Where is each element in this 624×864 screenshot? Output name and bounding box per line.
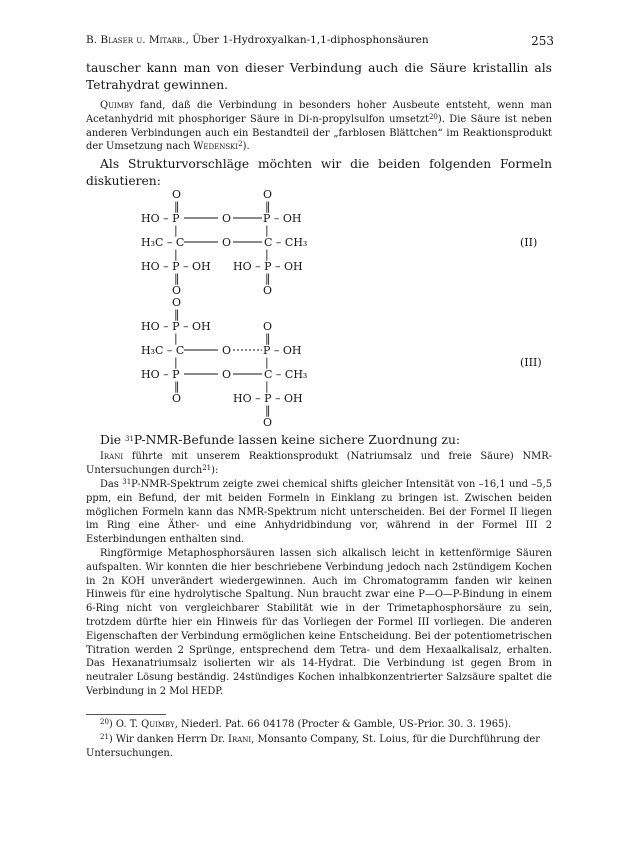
footnote-20-text: Niederl. Pat. 66 04178 (Procter & Gamble, US-Prior. 30. 3. 1965). bbox=[180, 719, 512, 730]
formula-II-dbl-3: ‖ bbox=[174, 272, 180, 285]
formula-II-HO-P-OH-right: HO – P – OH bbox=[233, 260, 303, 273]
formula-III-ring-O-2: O bbox=[222, 368, 232, 381]
formula-II-O-bottom-right: O bbox=[263, 284, 273, 297]
irani-end: ): bbox=[211, 464, 219, 476]
author-wedenski: Wedenski bbox=[193, 141, 239, 153]
paragraph-irani bbox=[86, 450, 552, 478]
footnote-21-num: 21 bbox=[100, 733, 109, 741]
ref-20: 20 bbox=[428, 112, 438, 121]
nmr-pre: Das bbox=[100, 479, 123, 490]
paragraph-tetrahydrat: tauscher kann man von dieser Verbindung auch die Säure kristallin als Tetrahydrat gewinnen. bbox=[86, 61, 552, 92]
formula-II-P-OH: P – OH bbox=[263, 212, 302, 225]
ref-2: 2 bbox=[238, 140, 243, 149]
formula-III-P-OH: P – OH bbox=[263, 344, 302, 357]
quimby-text: fand, daß die Verbindung in besonders hoher Ausbeute entsteht, wenn man Acetanhydrid mit phosphoriger Säure in Di-n-propylsulfon umsetzt bbox=[86, 100, 553, 125]
formula-III-bar-4: | bbox=[265, 380, 269, 393]
formula-II-bar-2: | bbox=[265, 224, 269, 237]
heading-sup-31: 31 bbox=[124, 435, 134, 443]
header-authors: B. Blaser u. Mitarb., bbox=[86, 34, 189, 46]
formula-II-bar-3: | bbox=[174, 248, 178, 261]
nmr-text: P-NMR-Spektrum zeigte zwei chemical shifts gleicher Intensität von –16,1 und –5,5 ppm, ein Befund, der mit beiden Formeln in Einklang zu bringen ist. Zwischen beiden möglichen Formeln kann das NMR-Spektrum nicht unterscheiden. Bei der Formel II liegen im Ring eine Äther- und eine Anhydridbindung vor, während in der Formel III 2 Esterbindungen enthalten sind. bbox=[86, 479, 552, 546]
formula-II-O-bottom-left: O bbox=[172, 284, 182, 297]
formula-II-O-top-right: O bbox=[263, 188, 273, 201]
footnote-21-author: Irani, bbox=[228, 734, 255, 745]
author-quimby: Quimby bbox=[100, 100, 134, 111]
formula-III-dbl-2: ‖ bbox=[265, 332, 271, 345]
footnote-21-text: Monsanto Company, St. Loius, für die Durchführung der Untersuchungen. bbox=[86, 734, 540, 759]
nmr-sup-31: 31 bbox=[122, 478, 132, 486]
author-irani: Irani bbox=[100, 451, 124, 462]
formula-II-H3C-C: H₃C – C bbox=[141, 236, 185, 249]
formula-II-C-CH3: C – CH₃ bbox=[264, 236, 308, 249]
formula-III-HO-P: HO – P bbox=[141, 368, 180, 381]
header-title: Über 1-Hydroxyalkan-1,1-diphosphonsäuren bbox=[192, 34, 429, 46]
footnote-20-author: O. T. Quimby, bbox=[115, 719, 178, 730]
footnote-21: $^{21}$) Wir danken Herrn Dr. Irani, Monsanto Company, St. Loius, für die Durchführung der Untersuchungen. bbox=[86, 733, 540, 759]
formula-III-O-right: O bbox=[263, 320, 273, 333]
page-number: 253 bbox=[531, 34, 554, 48]
formula-III-bar-1: | bbox=[174, 332, 178, 345]
formula-III-C-CH3: C – CH₃ bbox=[264, 368, 308, 381]
quimby-text-2: ). Die Säure ist neben anderen Verbindungen auch ein Bestandteil der „farblosen Blättchen“ im Reaktionsprodukt der Umsetzung nach bbox=[86, 113, 553, 153]
formula-II-dbl-1: ‖ bbox=[174, 200, 180, 213]
formula-III-HO-P-OH: HO – P – OH bbox=[141, 320, 211, 333]
footnote-rule bbox=[86, 714, 166, 715]
formula-III-ring-O-1: O bbox=[222, 344, 232, 357]
formula-II-bar-4: | bbox=[265, 248, 269, 261]
formula-III-dbl-3: ‖ bbox=[174, 380, 180, 393]
formula-II-ring-O-2: O bbox=[222, 236, 232, 249]
ref-21: 21 bbox=[202, 463, 212, 472]
formula-II-O-top-left: O bbox=[172, 188, 182, 201]
formula-II-ring-O-1: O bbox=[222, 212, 232, 225]
paragraph-strukturvorschlaege: Als Strukturvorschläge möchten wir die beiden folgenden Formeln diskutieren: bbox=[86, 157, 552, 188]
paragraph-ringfoermige: Ringförmige Metaphosphorsäuren lassen sich alkalisch leicht in kettenförmige Säuren aufspalten. Wir konnten die hier beschriebene Verbindung jedoch nach 2stündigem Kochen in 2n KOH unverändert wiedergewinnen. Auch im Chromatogramm fanden wir keinen Hinweis für eine hydrolytische Spaltung. Nun braucht zwar eine P—O—P-Bindung in einem 6-Ring nicht von vergleichbarer Stabilität wie in der Trimetaphosphorsäure zu sein, trotzdem dürfte hier ein Hinweis für das Vorliegen der Formel III vorliegen. Die anderen Eigenschaften der Verbindung ermöglichen keine Entscheidung. Bei der potentiometrischen Titration werden 2 Sprünge, entsprechend dem Tetra- und dem Hexaalkalisalz, erhalten. Das Hexanatriumsalz isolierten wir als 14-Hydrat. Die Verbindung ist gegen Brom in neutraler Lösung beständig. 24stündiges Kochen inhalbkonzentrierter Salzsäure spaltet die Verbindung in 2 Mol HEDP. bbox=[86, 548, 552, 697]
formula-II-label: (II) bbox=[520, 236, 538, 249]
formula-II-dbl-4: ‖ bbox=[265, 272, 271, 285]
formula-III-HO-P-OH-right: HO – P – OH bbox=[233, 392, 303, 405]
formula-III-O-bottom-left: O bbox=[172, 392, 182, 405]
formula-II-dbl-2: ‖ bbox=[265, 200, 271, 213]
formula-III-bar-3: | bbox=[265, 356, 269, 369]
formula-II-HO-P: HO – P bbox=[141, 212, 180, 225]
formula-II-HO-P-OH-left: HO – P – OH bbox=[141, 260, 211, 273]
formula-III-label: (III) bbox=[520, 356, 542, 369]
formula-III-dbl-4: ‖ bbox=[265, 404, 271, 417]
heading-pre: Die bbox=[100, 433, 125, 447]
section-heading-nmr bbox=[86, 432, 552, 449]
irani-text: führte mit unserem Reaktionsprodukt (Natriumsalz und freie Säure) NMR-Untersuchungen durch bbox=[86, 451, 552, 476]
formula-III-H3C-C: H₃C – C bbox=[141, 344, 185, 357]
footnote-21-pre: Wir danken Herrn Dr. bbox=[115, 734, 225, 745]
quimby-end: ). bbox=[242, 141, 250, 153]
paragraph-nmr-spectrum bbox=[86, 478, 552, 547]
heading-post: P-NMR-Befunde lassen keine sichere Zuordnung zu: bbox=[133, 433, 461, 447]
formula-III-dbl-1: ‖ bbox=[174, 308, 180, 321]
formula-II-bar-1: | bbox=[174, 224, 178, 237]
formula-III-bar-2: | bbox=[174, 356, 178, 369]
formula-III bbox=[141, 296, 542, 429]
formula-III-O-top: O bbox=[172, 296, 182, 309]
footnote-20-num: 20 bbox=[100, 718, 109, 726]
footnote-20: $^{20}$) O. T. Quimby, Niederl. Pat. 66 04178 (Procter & Gamble, US-Prior. 30. 3. 1965). bbox=[100, 718, 512, 730]
formula-III-O-bottom-right: O bbox=[263, 416, 273, 429]
